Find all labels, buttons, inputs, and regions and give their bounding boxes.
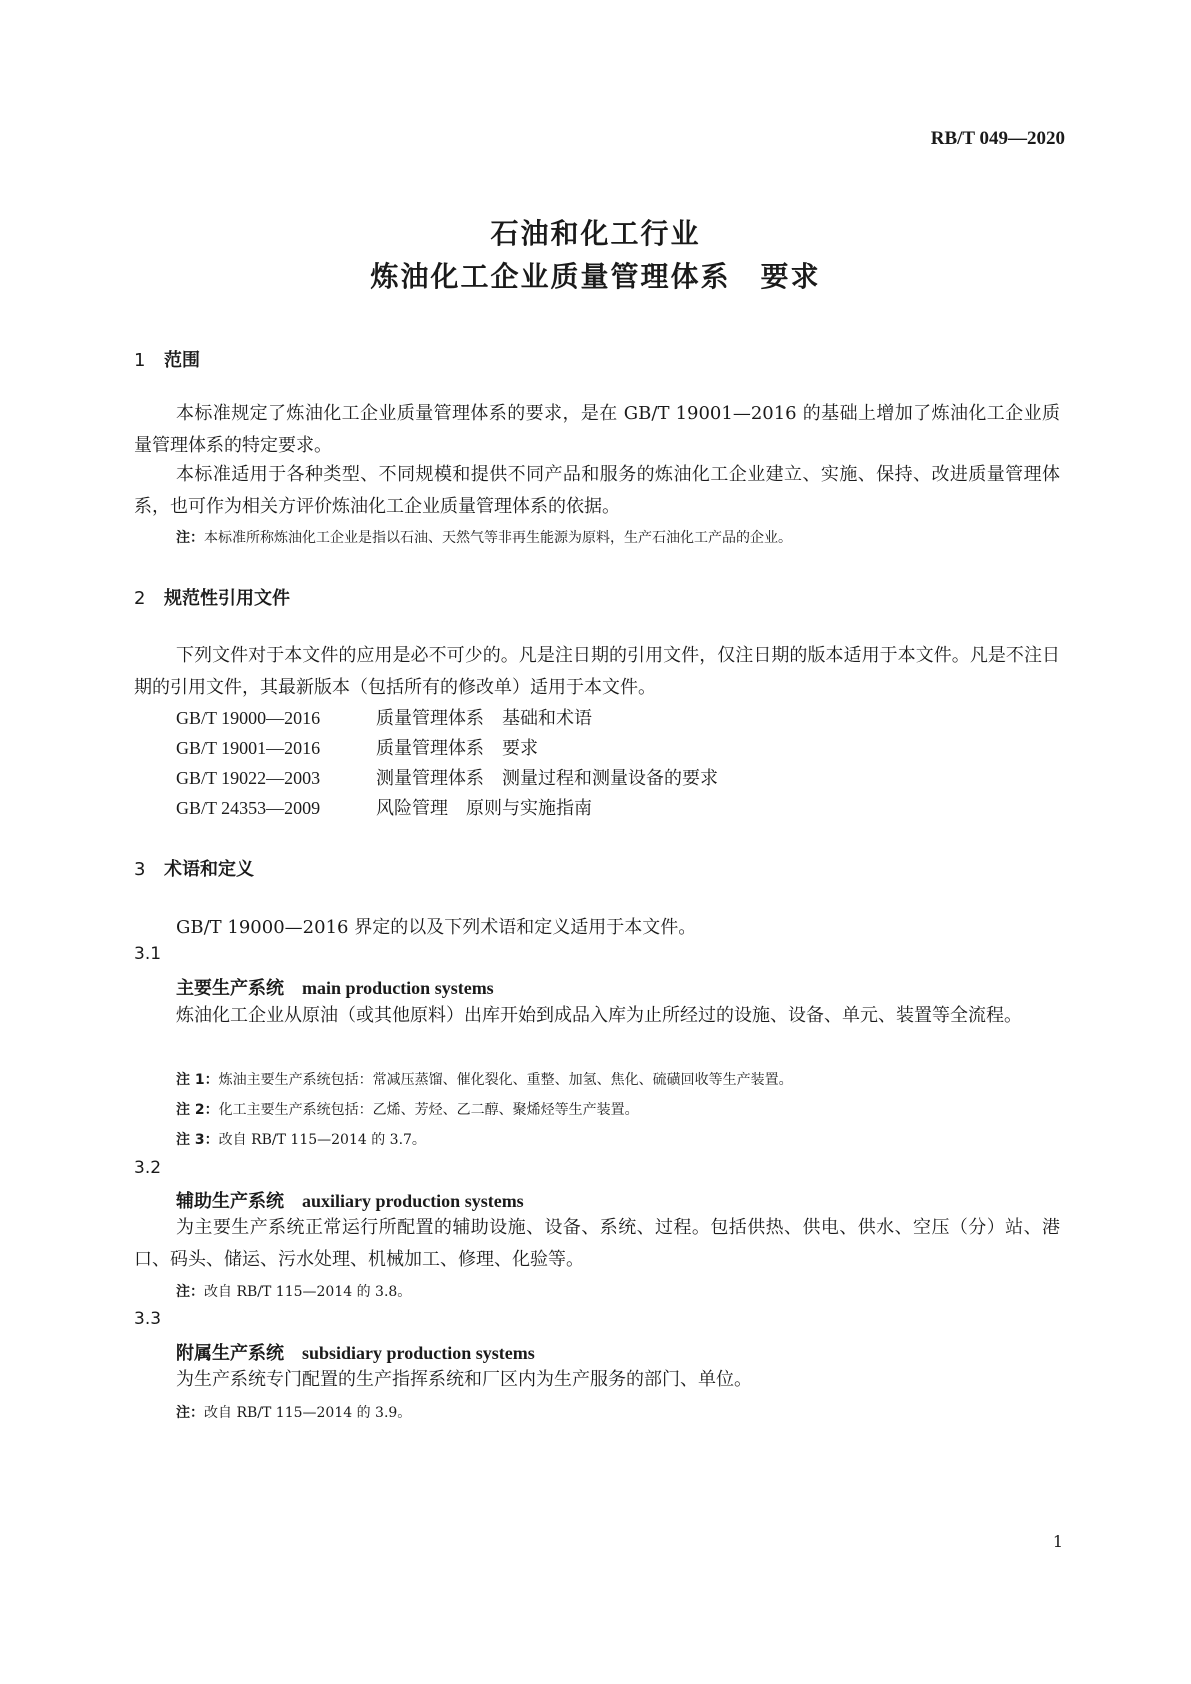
note-label: 注： (176, 1284, 204, 1300)
term-english: auxiliary production systems (302, 1191, 524, 1211)
normative-reference (176, 734, 538, 760)
section-1-heading (134, 346, 200, 372)
term-heading (176, 974, 494, 1000)
note-label: 注 3： (176, 1132, 219, 1148)
note-label: 注 1： (176, 1072, 219, 1088)
reference-code: GB/T 19000—2016 (176, 708, 321, 728)
title-line-2: 炼油化工企业质量管理体系 要求 (370, 260, 821, 293)
section-3-intro: GB/T 19000—2016 界定的以及下列术语和定义适用于本文件。 (176, 917, 697, 938)
normative-reference (176, 794, 592, 820)
section-number: 2 (134, 588, 146, 609)
normative-reference (176, 764, 718, 790)
term-chinese: 主要生产系统 (176, 978, 284, 999)
reference-title: 测量管理体系 测量过程和测量设备的要求 (376, 768, 718, 789)
page-number: 1 (1052, 1532, 1063, 1551)
section-2-paragraph: 下列文件对于本文件的应用是必不可少的。凡是注日期的引用文件，仅注日期的版本适用于本文件。凡是不注日期的引用文件，其最新版本（包括所有的修改单）适用于本文件。 (134, 645, 1060, 698)
section-1-note (176, 527, 792, 547)
term-note (176, 1099, 639, 1119)
reference-code: GB/T 19022—2003 (176, 768, 321, 788)
term-definition: 为主要生产系统正常运行所配置的辅助设施、设备、系统、过程。包括供热、供电、供水、空压（分）站、港口、码头、储运、污水处理、机械加工、修理、化验等。 (134, 1217, 1060, 1270)
term-chinese: 辅助生产系统 (176, 1191, 284, 1212)
term-chinese: 附属生产系统 (176, 1343, 284, 1364)
section-title: 术语和定义 (164, 859, 254, 880)
note-text: 化工主要生产系统包括：乙烯、芳烃、乙二醇、聚烯烃等生产装置。 (218, 1102, 639, 1118)
reference-title: 质量管理体系 要求 (376, 738, 538, 759)
note-label: 注： (176, 1405, 204, 1421)
term-english: main production systems (302, 978, 494, 998)
reference-code: GB/T 24353—2009 (176, 798, 321, 818)
section-2-heading (134, 584, 290, 610)
note-text: 改自 RB/T 115—2014 的 3.8。 (204, 1284, 412, 1300)
note-text: 炼油主要生产系统包括：常减压蒸馏、催化裂化、重整、加氢、焦化、硫磺回收等生产装置。 (218, 1072, 793, 1088)
normative-reference (176, 704, 592, 730)
term-number: 3.1 (134, 944, 162, 964)
term-heading (176, 1187, 524, 1213)
note-text: 本标准所称炼油化工企业是指以石油、天然气等非再生能源为原料，生产石油化工产品的企业。 (204, 530, 792, 546)
section-number: 3 (134, 859, 146, 880)
term-number: 3.3 (134, 1309, 162, 1329)
term-definition: 炼油化工企业从原油（或其他原料）出库开始到成品入库为止所经过的设施、设备、单元、装置等全流程。 (176, 1005, 1022, 1026)
term-note (176, 1402, 411, 1422)
section-title: 范围 (164, 350, 200, 371)
section-number: 1 (134, 350, 146, 371)
reference-code: GB/T 19001—2016 (176, 738, 321, 758)
reference-title: 风险管理 原则与实施指南 (376, 798, 592, 819)
note-label: 注 2： (176, 1102, 219, 1118)
term-english: subsidiary production systems (302, 1343, 535, 1363)
note-label: 注： (176, 530, 204, 546)
note-text: 改自 RB/T 115—2014 的 3.9。 (204, 1405, 412, 1421)
standard-code: RB/T 049—2020 (930, 128, 1065, 149)
reference-title: 质量管理体系 基础和术语 (376, 708, 592, 729)
term-note (176, 1281, 411, 1301)
section-3-heading (134, 855, 254, 881)
section-1-paragraph-2: 本标准适用于各种类型、不同规模和提供不同产品和服务的炼油化工企业建立、实施、保持、改进质量管理体系，也可作为相关方评价炼油化工企业质量管理体系的依据。 (134, 464, 1060, 517)
term-number: 3.2 (134, 1158, 162, 1178)
section-title: 规范性引用文件 (164, 588, 290, 609)
note-text: 改自 RB/T 115—2014 的 3.7。 (218, 1132, 426, 1148)
term-note (176, 1129, 426, 1149)
term-heading (176, 1339, 535, 1365)
term-note (176, 1069, 793, 1089)
term-definition: 为生产系统专门配置的生产指挥系统和厂区内为生产服务的部门、单位。 (176, 1369, 752, 1390)
title-line-1: 石油和化工行业 (490, 217, 701, 250)
section-1-paragraph-1: 本标准规定了炼油化工企业质量管理体系的要求，是在 GB/T 19001—2016 的基础上增加了炼油化工企业质量管理体系的特定要求。 (134, 403, 1060, 456)
